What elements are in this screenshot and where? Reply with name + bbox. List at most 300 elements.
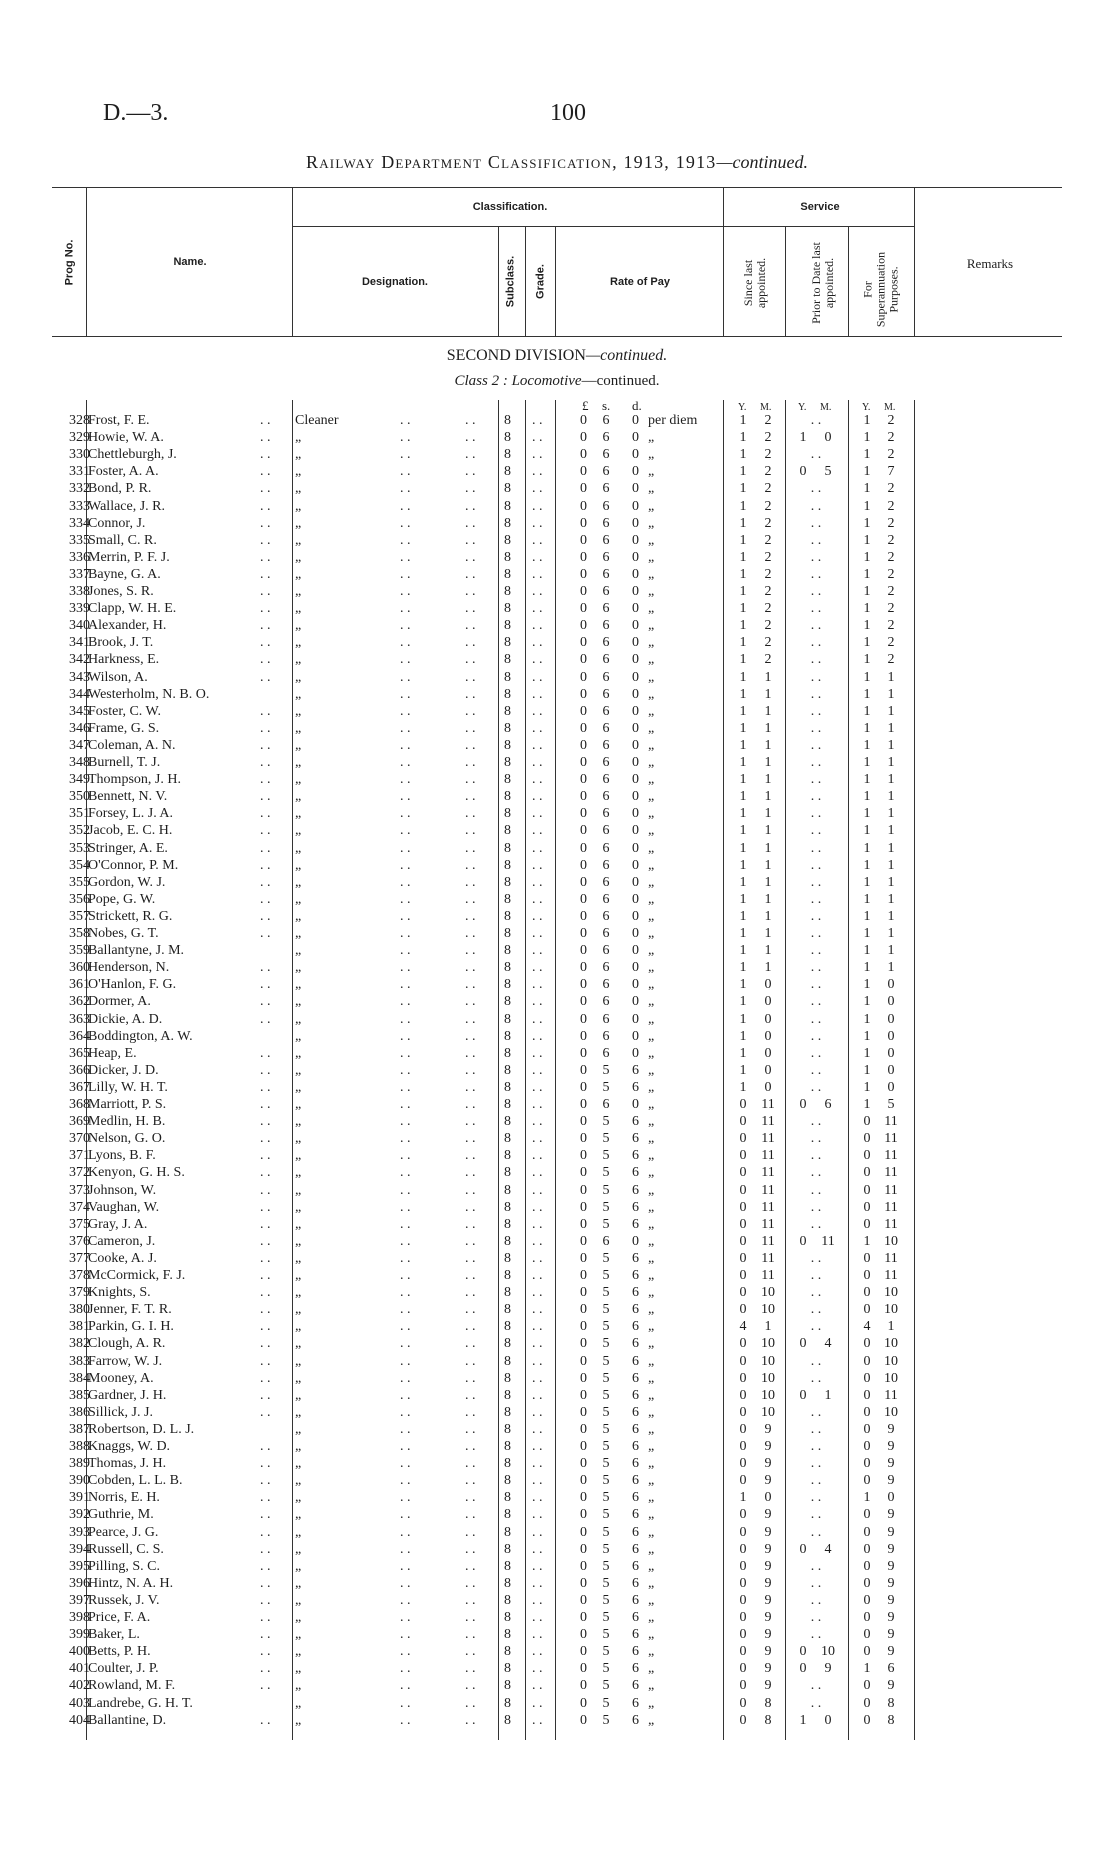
leader-dots: . . [400,1404,411,1420]
subclass: 8 [504,498,511,514]
leader-dots: . . [260,481,271,497]
pay-pence: 0 [632,960,639,976]
subclass: 8 [504,1558,511,1574]
designation: „ [295,1370,302,1386]
super-months: 1 [887,686,895,702]
super-months: 11 [884,1148,898,1164]
staff-name: Small, C. R. [88,532,157,548]
subclass: 8 [504,1541,511,1557]
super-years: 1 [863,481,871,497]
staff-name: Farrow, W. J. [88,1353,163,1369]
since-years: 0 [739,1353,747,1369]
table-row [0,1318,1114,1335]
since-months: 1 [764,789,772,805]
pay-period: „ [648,1695,655,1711]
pay-pounds: 0 [580,840,587,856]
subclass: 8 [504,840,511,856]
table-row [0,566,1114,583]
since-years: 1 [739,669,747,685]
since-years: 0 [739,1661,747,1677]
since-months: 8 [764,1712,772,1728]
super-months: 9 [887,1558,895,1574]
grade: . . [532,1490,543,1506]
prog-no: 345 [69,703,90,719]
leader-dots: . . [260,532,271,548]
super-months: 2 [887,635,895,651]
pay-pounds: 0 [580,772,587,788]
pay-pence: 0 [632,703,639,719]
leader-dots: . . [465,1490,476,1506]
prog-no: 363 [69,1011,90,1027]
leader-dots: . . [260,566,271,582]
leader-dots: . . [400,1678,411,1694]
pay-shillings: 6 [602,515,610,531]
pay-pence: 6 [632,1114,639,1130]
prog-no: 365 [69,1045,90,1061]
leader-dots: . . [260,413,271,428]
leader-dots: . . [465,1250,476,1266]
prior-empty: . . [810,652,822,668]
grade: . . [532,823,543,839]
since-years: 1 [739,652,747,668]
col-since-last: Since last appointed. [741,257,768,309]
table-row [0,1592,1114,1609]
grade: . . [532,1336,543,1352]
leader-dots: . . [260,1131,271,1147]
since-months: 9 [764,1592,772,1608]
table-row [0,1353,1114,1370]
header-col-rule [86,187,87,337]
pay-period: „ [648,806,655,822]
subclass: 8 [504,430,511,446]
header-rule-bottom [52,336,1062,337]
pay-period: „ [648,1610,655,1625]
prog-no: 378 [69,1268,90,1283]
designation: „ [295,1541,302,1557]
since-years: 1 [739,635,747,651]
prior-empty: . . [810,926,822,941]
pay-period: „ [648,1456,655,1472]
since-months: 9 [764,1644,772,1660]
since-years: 1 [739,686,747,702]
prog-no: 342 [69,652,90,668]
pay-pounds: 0 [580,789,587,805]
grade: . . [532,1575,543,1591]
pay-pounds: 0 [580,1250,587,1266]
super-months: 8 [887,1695,895,1711]
pay-period: „ [648,1507,655,1523]
pay-pounds: 0 [580,1490,587,1506]
leader-dots: . . [260,926,271,941]
pay-pounds: 0 [580,943,587,959]
table-row [0,1489,1114,1506]
pay-pence: 6 [632,1558,639,1574]
since-years: 1 [739,772,747,788]
grade: . . [532,430,543,446]
leader-dots: . . [465,1199,476,1215]
since-months: 9 [764,1558,772,1574]
pay-shillings: 6 [602,737,610,753]
leader-dots: . . [400,601,411,617]
pay-period: „ [648,703,655,719]
leader-dots: . . [400,1439,411,1454]
pay-shillings: 5 [602,1250,610,1266]
designation: „ [295,1028,302,1044]
pay-pounds: 0 [580,669,587,685]
prior-empty: . . [810,1695,822,1711]
header-col-rule [525,226,526,337]
pay-pence: 6 [632,1678,639,1694]
designation: „ [295,1285,302,1301]
leader-dots: . . [400,1610,411,1625]
subclass: 8 [504,686,511,702]
pay-period: „ [648,1097,655,1112]
col-prog-no: Prog No. [63,239,76,286]
designation: „ [295,464,302,480]
super-years: 1 [863,874,871,890]
super-years: 1 [863,977,871,993]
since-years: 1 [739,618,747,634]
pay-pence: 0 [632,943,639,959]
leader-dots: . . [260,1387,271,1403]
pay-shillings: 5 [602,1627,610,1643]
designation: „ [295,720,302,736]
super-years: 1 [863,737,871,753]
designation: „ [295,789,302,805]
staff-name: Connor, J. [88,515,146,531]
leader-dots: . . [260,1302,271,1318]
since-months: 0 [764,1490,772,1506]
grade: . . [532,908,543,924]
pay-period: „ [648,1592,655,1608]
super-years: 1 [863,515,871,531]
leader-dots: . . [465,1421,476,1437]
pay-pounds: 0 [580,1165,587,1181]
super-years: 1 [863,1490,871,1506]
pay-shillings: 5 [602,1148,610,1164]
since-months: 2 [764,413,772,428]
table-row [0,1147,1114,1164]
prior-empty: . . [810,515,822,531]
since-months: 9 [764,1421,772,1437]
pay-pence: 6 [632,1712,639,1728]
leader-dots: . . [465,549,476,565]
prog-no: 356 [69,891,90,907]
staff-name: Brook, J. T. [88,635,154,651]
pay-pence: 0 [632,891,639,907]
designation: „ [295,1250,302,1266]
prior-months: 1 [824,1387,832,1403]
prior-empty: . . [810,1131,822,1147]
pay-period: „ [648,1250,655,1266]
subclass: 8 [504,1678,511,1694]
subclass: 8 [504,908,511,924]
pay-shillings: 5 [602,1661,610,1677]
super-years: 1 [863,772,871,788]
pay-period: „ [648,1011,655,1027]
prior-empty: . . [810,1114,822,1130]
leader-dots: . . [465,430,476,446]
pay-pence: 0 [632,977,639,993]
pay-pounds: 0 [580,1627,587,1643]
super-years: 1 [863,720,871,736]
prior-empty: . . [810,1028,822,1044]
division-continued: —continued. [585,347,668,364]
subclass: 8 [504,652,511,668]
prior-years: 0 [799,1336,807,1352]
leader-dots: . . [465,857,476,873]
leader-dots: . . [400,772,411,788]
leader-dots: . . [465,532,476,548]
super-months: 10 [884,1285,898,1301]
subclass: 8 [504,1250,511,1266]
pay-shillings: 6 [602,447,610,463]
leader-dots: . . [465,413,476,428]
super-years: 0 [863,1456,871,1472]
leader-dots: . . [400,1199,411,1215]
pay-shillings: 6 [602,806,610,822]
pay-period: „ [648,720,655,736]
designation: „ [295,977,302,993]
leader-dots: . . [260,994,271,1010]
leader-dots: . . [400,1097,411,1112]
since-years: 1 [739,977,747,993]
pay-pence: 6 [632,1507,639,1523]
staff-name: Hintz, N. A. H. [88,1575,174,1591]
pay-pounds: 0 [580,908,587,924]
leader-dots: . . [400,1079,411,1095]
pay-pounds: 0 [580,874,587,890]
staff-name: Bennett, N. V. [88,789,168,805]
class-label: Class 2 : [454,373,508,389]
grade: . . [532,498,543,514]
pay-shillings: 5 [602,1336,610,1352]
pay-shillings: 6 [602,498,610,514]
col-grade: Grade. [534,264,547,299]
super-months: 0 [887,1062,895,1078]
table-row [0,1626,1114,1643]
leader-dots: . . [400,1353,411,1369]
pay-pounds: 0 [580,1131,587,1147]
leader-dots: . . [465,772,476,788]
table-row [0,1370,1114,1387]
staff-name: Rowland, M. F. [88,1678,176,1694]
leader-dots: . . [465,1473,476,1489]
pay-shillings: 5 [602,1575,610,1591]
leader-dots: . . [400,1695,411,1711]
super-months: 10 [884,1370,898,1386]
leader-dots: . . [400,703,411,719]
leader-dots: . . [465,789,476,805]
grade: . . [532,1627,543,1643]
super-years: 1 [863,1011,871,1027]
prog-no: 384 [69,1370,90,1386]
designation: „ [295,1524,302,1540]
table-row [0,1524,1114,1541]
since-months: 9 [764,1456,772,1472]
since-months: 1 [764,926,772,941]
prior-years: 0 [799,1233,807,1249]
table-row [0,754,1114,771]
leader-dots: . . [260,823,271,839]
grade: . . [532,1678,543,1694]
class-heading [0,373,1114,390]
since-years: 0 [739,1216,747,1232]
prog-no: 337 [69,566,90,582]
leader-dots: . . [400,1285,411,1301]
since-years: 0 [739,1695,747,1711]
staff-name: Lilly, W. H. T. [88,1079,168,1095]
since-months: 11 [761,1182,775,1198]
subclass: 8 [504,823,511,839]
designation: „ [295,857,302,873]
leader-dots: . . [465,652,476,668]
pay-period: „ [648,1575,655,1591]
prior-empty: . . [810,823,822,839]
prior-empty: . . [810,755,822,770]
pay-shillings: 6 [602,857,610,873]
leader-dots: . . [260,1456,271,1472]
designation: „ [295,481,302,497]
pay-pence: 6 [632,1404,639,1420]
pay-period: „ [648,1268,655,1283]
leader-dots: . . [260,515,271,531]
leader-dots: . . [260,1148,271,1164]
pay-pence: 6 [632,1148,639,1164]
super-months: 1 [887,669,895,685]
leader-dots: . . [260,1712,271,1728]
prior-months: 4 [824,1541,832,1557]
leader-dots: . . [465,447,476,463]
since-years: 0 [739,1473,747,1489]
pay-pounds: 0 [580,1661,587,1677]
leader-dots: . . [465,1541,476,1557]
pay-pounds: 0 [580,1028,587,1044]
leader-dots: . . [260,1199,271,1215]
pay-period: „ [648,1627,655,1643]
prior-empty: . . [810,686,822,702]
prior-empty: . . [810,703,822,719]
table-row [0,857,1114,874]
super-years: 1 [863,447,871,463]
designation: „ [295,1045,302,1061]
since-months: 9 [764,1627,772,1643]
leader-dots: . . [260,1165,271,1181]
pay-pounds: 0 [580,498,587,514]
super-years: 1 [863,430,871,446]
pay-period: „ [648,1387,655,1403]
prior-empty: . . [810,1421,822,1437]
super-months: 1 [887,874,895,890]
pay-pence: 0 [632,515,639,531]
pay-shillings: 5 [602,1404,610,1420]
subclass: 8 [504,857,511,873]
leader-dots: . . [400,1524,411,1540]
leader-dots: . . [465,1439,476,1454]
prog-no: 402 [69,1678,90,1694]
designation: „ [295,1216,302,1232]
pay-period: „ [648,1319,655,1335]
staff-name: Ballantine, D. [88,1712,167,1728]
leader-dots: . . [260,1062,271,1078]
staff-name: Nobes, G. T. [88,926,159,941]
super-months: 7 [887,464,895,480]
staff-name: Dicker, J. D. [88,1062,159,1078]
prog-no: 368 [69,1097,90,1112]
pay-period: „ [648,1421,655,1437]
pay-shillings: 6 [602,1097,610,1112]
leader-dots: . . [260,772,271,788]
staff-name: Lyons, B. F. [88,1148,156,1164]
prog-no: 396 [69,1575,90,1591]
prior-empty: . . [810,994,822,1010]
leader-dots: . . [465,1319,476,1335]
grade: . . [532,772,543,788]
unit-years: Y. [798,402,807,413]
leader-dots: . . [465,994,476,1010]
pay-pence: 0 [632,532,639,548]
prog-no: 398 [69,1610,90,1625]
super-months: 1 [887,737,895,753]
staff-name: Thompson, J. H. [88,772,181,788]
leader-dots: . . [465,1712,476,1728]
since-months: 9 [764,1610,772,1625]
table-row [0,498,1114,515]
leader-dots: . . [260,447,271,463]
table-row [0,1199,1114,1216]
designation: „ [295,1199,302,1215]
pay-pence: 0 [632,430,639,446]
grade: . . [532,1268,543,1283]
prior-years: 1 [799,1712,807,1728]
header-col-rule [498,226,499,337]
prog-no: 389 [69,1456,90,1472]
leader-dots: . . [260,1644,271,1660]
leader-dots: . . [465,1644,476,1660]
pay-pounds: 0 [580,1610,587,1625]
leader-dots: . . [465,1114,476,1130]
leader-dots: . . [465,908,476,924]
pay-period: „ [648,447,655,463]
since-months: 11 [761,1148,775,1164]
designation: „ [295,943,302,959]
since-years: 1 [739,908,747,924]
leader-dots: . . [260,430,271,446]
super-months: 2 [887,430,895,446]
staff-name: Sillick, J. J. [88,1404,153,1420]
since-years: 1 [739,1062,747,1078]
since-years: 0 [739,1114,747,1130]
since-years: 1 [739,413,747,428]
prog-no: 399 [69,1627,90,1643]
table-row [0,1233,1114,1250]
table-row [0,1677,1114,1694]
subclass: 8 [504,1370,511,1386]
leader-dots: . . [260,1558,271,1574]
leader-dots: . . [400,908,411,924]
designation: „ [295,1456,302,1472]
table-row [0,1045,1114,1062]
staff-name: Robertson, D. L. J. [88,1421,195,1437]
designation: „ [295,823,302,839]
subclass: 8 [504,891,511,907]
staff-name: Vaughan, W. [88,1199,160,1215]
table-row [0,1438,1114,1455]
since-years: 1 [739,498,747,514]
super-years: 0 [863,1627,871,1643]
designation: „ [295,1678,302,1694]
since-years: 1 [739,1028,747,1044]
